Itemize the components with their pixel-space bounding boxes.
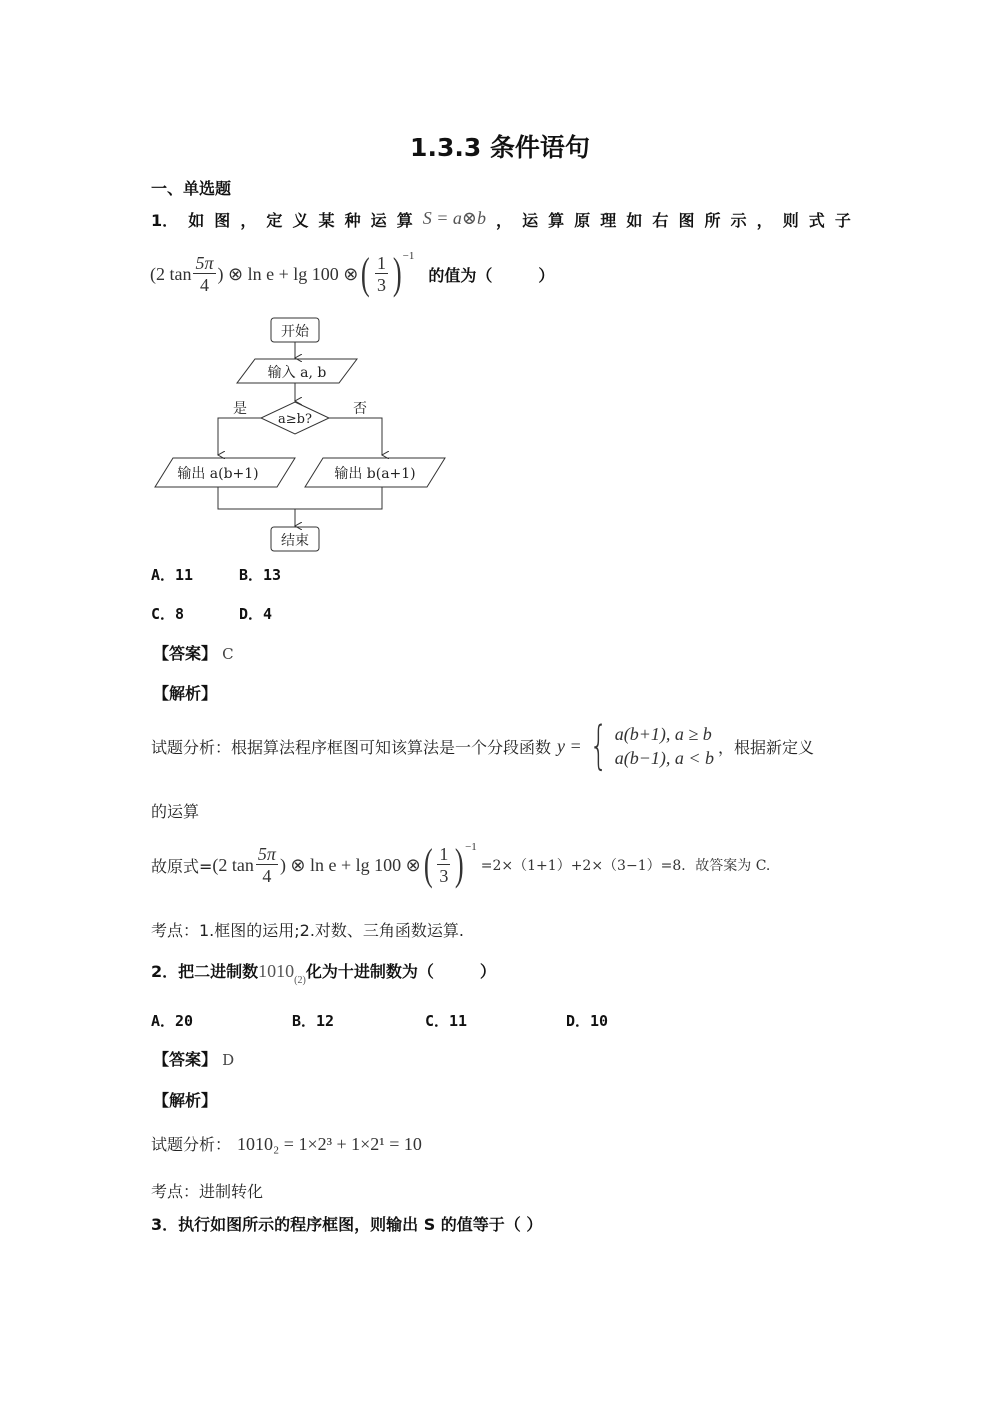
q1-operation: S = a⊗b bbox=[422, 208, 486, 228]
q3-stem: 3．执行如图所示的程序框图，则输出 S 的值等于（ ） bbox=[151, 1215, 543, 1234]
q1-answer: C bbox=[222, 645, 234, 663]
q1-kaodian: 考点：1.框图的运用;2.对数、三角函数运算. bbox=[151, 921, 465, 940]
q2-option-b[interactable]: B．12 bbox=[292, 1012, 335, 1030]
section-heading: 一、单选题 bbox=[151, 179, 232, 198]
q2-answer-line: 【答案】 D bbox=[153, 1050, 235, 1069]
q1-analysis-line2: 的运算 bbox=[151, 802, 200, 821]
flow-decision-label: a≥b? bbox=[278, 412, 312, 427]
flow-output-no-label: 输出 b(a+1) bbox=[334, 466, 416, 482]
flow-no-label: 否 bbox=[353, 401, 367, 417]
q1-expression: (2 tan $\frac{5\pi}{4}$ ) ⊗ ln e + lg 100 ⊗ ( $\frac{1}{3}$ ) −1 bbox=[150, 249, 415, 298]
page-title: 1.3.3 条件语句 bbox=[410, 133, 590, 162]
q2-analysis-line: 试题分析： 1010₂ = 1×2³ + 1×2¹ = 10 bbox=[151, 1134, 422, 1154]
q2-analysis-tag: 【解析】 bbox=[153, 1091, 218, 1110]
q2-option-c[interactable]: C．11 bbox=[425, 1012, 468, 1030]
q2-kaodian: 考点：进制转化 bbox=[151, 1182, 264, 1201]
answer-tag: 【答案】 bbox=[153, 644, 218, 663]
flow-yes-label: 是 bbox=[233, 401, 247, 417]
q1-stem-line1: 1． 如 图 ， 定 义 某 种 运 算 S = a⊗b ， 运 算 原 理 如 右 图 所 示 ， 则 式 子 bbox=[151, 208, 851, 230]
flow-end-label: 结束 bbox=[281, 533, 309, 549]
q2-analysis-formula: 1010₂ = 1×2³ + 1×2¹ = 10 bbox=[237, 1134, 422, 1154]
q1-option-a[interactable]: A．11 bbox=[151, 566, 194, 584]
q1-answer-line bbox=[153, 641, 234, 664]
flow-input-label: 输入 a, b bbox=[267, 365, 327, 381]
q1-analysis-tag: 【解析】 bbox=[153, 684, 218, 703]
q1-analysis-line: 试题分析：根据算法程序框图可知该算法是一个分段函数 y = { a(b+1), a ≥ b a(b−1), a < b ，根据新定义 bbox=[151, 716, 815, 776]
q1-option-b[interactable]: B．13 bbox=[239, 566, 282, 584]
piecewise-function: { a(b+1), a ≥ b a(b−1), a < b bbox=[589, 716, 715, 776]
q2-option-d[interactable]: D．10 bbox=[566, 1012, 609, 1030]
flow-output-yes-label: 输出 a(b+1) bbox=[177, 466, 259, 482]
q1-option-d[interactable]: D．4 bbox=[239, 605, 273, 623]
q1-flowchart bbox=[150, 315, 450, 555]
q1-number: 1． bbox=[151, 211, 179, 230]
q1-result-line: 故原式= (2 tan $\frac{5\pi}{4}$ ) ⊗ ln e + lg 100 ⊗ ( $\frac{1}{3}$ ) −1 =2×（1+1）+2×（3−1）=8．故答案为 C. bbox=[151, 840, 771, 889]
q2-stem: 2． 把二进制数 1010 (2) 化为十进制数为（ ） bbox=[151, 961, 496, 986]
flow-start-label: 开始 bbox=[281, 324, 309, 340]
q1-expression-line: (2 tan $\frac{5\pi}{4}$ ) ⊗ ln e + lg 100 ⊗ ( $\frac{1}{3}$ ) −1 的值为（ ） bbox=[150, 249, 555, 298]
q2-option-a[interactable]: A．20 bbox=[151, 1012, 194, 1030]
q2-answer: D bbox=[222, 1051, 235, 1069]
q1-option-c[interactable]: C．8 bbox=[151, 605, 185, 623]
